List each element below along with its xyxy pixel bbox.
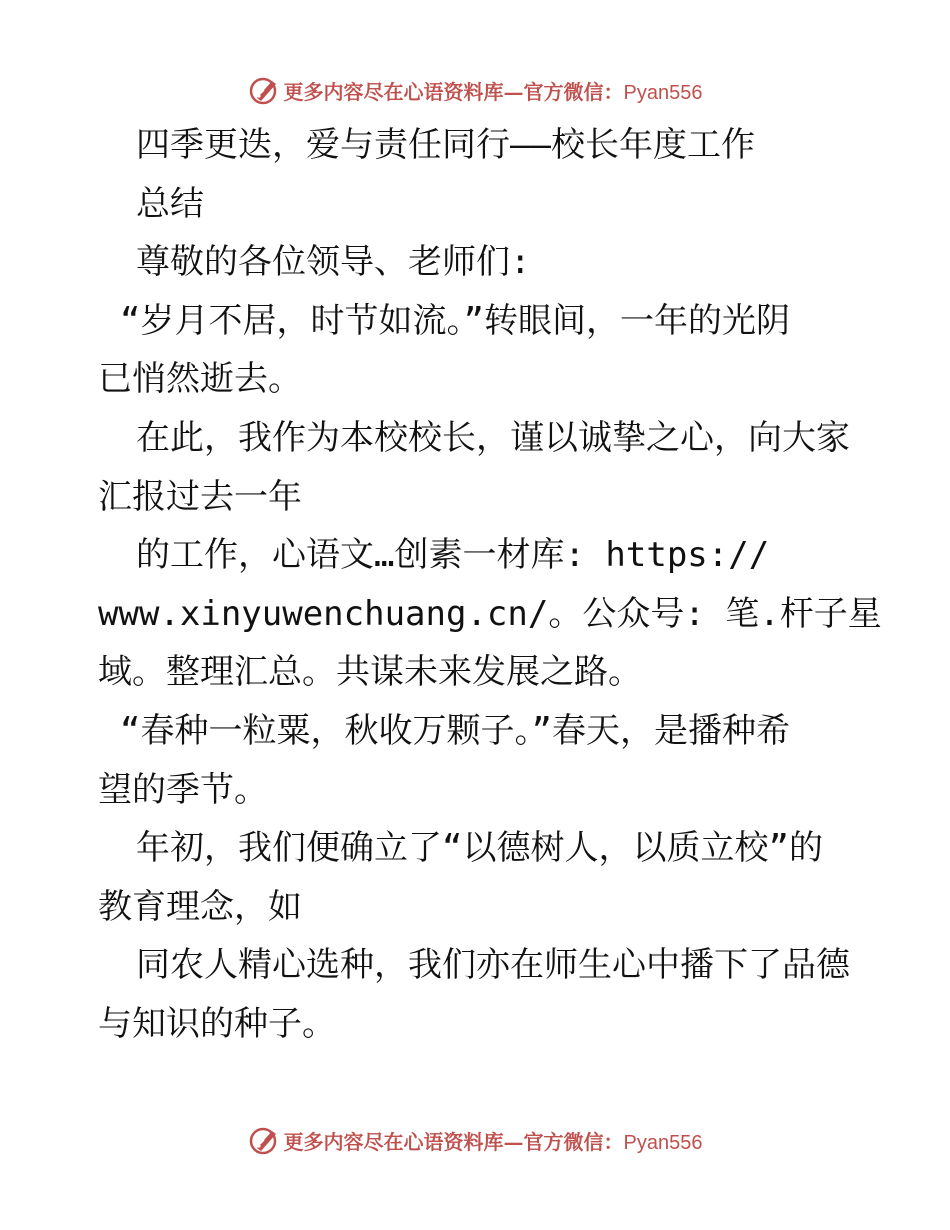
header-banner-cn: 更多内容尽在心语资料库—官方微信： (283, 79, 624, 104)
paragraph-line: 望的季节。 (98, 769, 268, 810)
paragraph-line: 的工作，心语文…创素一材库: https:// (136, 535, 770, 576)
paragraph-line: 与知识的种子。 (98, 1003, 336, 1044)
paragraph-line: 域。整理汇总。共谋未来发展之路。 (98, 652, 642, 693)
footer-banner (0, 1120, 950, 1160)
paragraph-line: 已悄然逝去。 (98, 359, 302, 400)
header-banner-wechat-id: Pyan556 (623, 81, 703, 104)
title-line-2: 总结 (136, 183, 204, 224)
pen-nib-logo-icon (248, 1124, 280, 1156)
paragraph-line: “岁月不居，时节如流。”转眼间，一年的光阴 (120, 300, 790, 341)
footer-banner-text (284, 1126, 703, 1155)
paragraph-line: 同农人精心选种，我们亦在师生心中播下了品德 (136, 945, 850, 986)
paragraph-line: 在此，我作为本校校长，谨以诚挚之心，向大家 (136, 417, 850, 458)
paragraph-line: www.xinyuwenchuang.cn/。公众号: 笔.杆子星 (98, 593, 882, 634)
paragraph-line: “春种一粒粟，秋收万颗子。”春天，是播种希 (120, 710, 790, 751)
paragraph-line: 年初，我们便确立了“以德树人，以质立校”的 (136, 828, 823, 869)
header-banner-text (284, 76, 703, 105)
footer-banner-wechat-id: Pyan556 (623, 1131, 703, 1154)
pen-nib-logo-icon (248, 74, 280, 106)
salutation: 尊敬的各位领导、老师们: (136, 242, 531, 283)
header-banner (0, 70, 950, 110)
document-body (98, 116, 882, 1054)
paragraph-line: 汇报过去一年 (98, 476, 302, 517)
paragraph-line: 教育理念，如 (98, 886, 302, 927)
title-line-1: 四季更迭，爱与责任同行——校长年度工作 (136, 125, 755, 165)
footer-banner-cn: 更多内容尽在心语资料库—官方微信： (283, 1129, 624, 1154)
